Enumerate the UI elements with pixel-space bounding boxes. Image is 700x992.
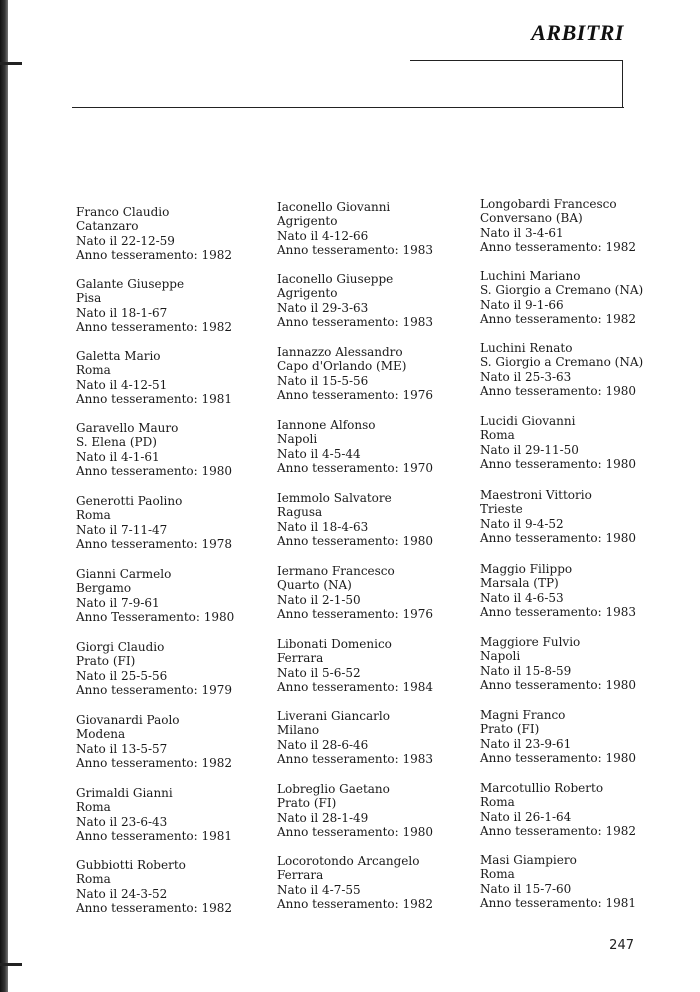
referee-registration-year: Anno tesseramento: 1983 — [277, 751, 434, 766]
referee-city: Capo d'Orlando (ME) — [277, 359, 407, 374]
referee-registration-year: Anno tesseramento: 1976 — [277, 606, 434, 621]
referee-entry — [76, 205, 276, 262]
referee-birth-date: Nato il 25-3-63 — [480, 369, 572, 384]
referee-registration-year: Anno tesseramento: 1982 — [76, 319, 233, 334]
referee-entry — [480, 562, 680, 619]
referee-birth-date: Nato il 4-7-55 — [277, 882, 361, 897]
referee-city: Catanzaro — [76, 219, 139, 234]
referee-entry — [76, 349, 276, 406]
referee-birth-date: Nato il 15-8-59 — [480, 663, 572, 678]
referee-city: Ferrara — [277, 868, 324, 883]
referee-birth-date: Nato il 2-1-50 — [277, 592, 361, 607]
referee-city: Bergamo — [76, 581, 132, 596]
referee-birth-date: Nato il 4-1-61 — [76, 449, 160, 464]
referee-city: Milano — [277, 723, 320, 738]
referee-name: Maggiore Fulvio — [480, 635, 581, 649]
referee-registration-year: Anno tesseramento: 1982 — [76, 755, 233, 770]
referee-city: Napoli — [480, 649, 521, 664]
referee-name: Iaconello Giuseppe — [277, 272, 394, 286]
referee-birth-date: Nato il 23-9-61 — [480, 736, 572, 751]
referee-city: Agrigento — [277, 286, 338, 301]
referee-name: Locorotondo Arcangelo — [277, 854, 420, 868]
referee-birth-date: Nato il 22-12-59 — [76, 233, 175, 248]
referee-birth-date: Nato il 15-7-60 — [480, 881, 572, 896]
referee-city: Conversano (BA) — [480, 211, 583, 226]
referee-registration-year: Anno tesseramento: 1981 — [76, 391, 233, 406]
referee-birth-date: Nato il 28-6-46 — [277, 737, 369, 752]
referee-entry — [76, 786, 276, 843]
referee-registration-year: Anno tesseramento: 1983 — [480, 604, 637, 619]
referee-registration-year: Anno tesseramento: 1983 — [277, 242, 434, 257]
referee-city: Roma — [76, 363, 111, 378]
referee-city: Quarto (NA) — [277, 578, 352, 593]
referee-name: Magni Franco — [480, 708, 566, 722]
referee-entry — [76, 713, 276, 770]
referee-city: Prato (FI) — [277, 796, 337, 811]
referee-entry — [277, 200, 477, 257]
referee-name: Franco Claudio — [76, 205, 170, 219]
referee-entry — [277, 709, 477, 766]
referee-birth-date: Nato il 13-5-57 — [76, 741, 168, 756]
referee-entry — [277, 418, 477, 475]
referee-entry — [76, 494, 276, 551]
referee-entry — [277, 345, 477, 402]
referee-name: Galetta Mario — [76, 349, 161, 363]
referee-birth-date: Nato il 3-4-61 — [480, 225, 564, 240]
referee-city: Ferrara — [277, 651, 324, 666]
referee-city: Modena — [76, 727, 126, 742]
referee-registration-year: Anno tesseramento: 1980 — [480, 530, 637, 545]
referee-city: Prato (FI) — [480, 722, 540, 737]
referee-entry — [76, 858, 276, 915]
referee-registration-year: Anno tesseramento: 1982 — [480, 311, 637, 326]
page-title: ARBITRI — [531, 20, 624, 45]
page-number: 247 — [609, 938, 634, 953]
referee-entry — [277, 782, 477, 839]
referee-city: Ragusa — [277, 505, 323, 520]
referee-birth-date: Nato il 18-4-63 — [277, 519, 369, 534]
referee-registration-year: Anno tesseramento: 1982 — [76, 900, 233, 915]
referee-birth-date: Nato il 28-1-49 — [277, 810, 369, 825]
referee-city: S. Elena (PD) — [76, 435, 157, 450]
referee-name: Iermano Francesco — [277, 564, 395, 578]
referee-registration-year: Anno tesseramento: 1980 — [277, 533, 434, 548]
referee-registration-year: Anno tesseramento: 1979 — [76, 682, 233, 697]
book-spine-edge — [0, 0, 8, 992]
referee-birth-date: Nato il 29-3-63 — [277, 300, 369, 315]
referee-birth-date: Nato il 29-11-50 — [480, 442, 579, 457]
referee-registration-year: Anno tesseramento: 1982 — [277, 896, 434, 911]
referee-name: Maestroni Vittorio — [480, 488, 592, 502]
referee-birth-date: Nato il 4-5-44 — [277, 446, 361, 461]
header-bracket-rule — [410, 60, 623, 107]
referee-name: Maggio Filippo — [480, 562, 573, 576]
referee-city: Prato (FI) — [76, 654, 136, 669]
referee-entry — [480, 414, 680, 471]
referee-entry — [76, 640, 276, 697]
referee-city: Marsala (TP) — [480, 576, 559, 591]
referee-birth-date: Nato il 4-12-51 — [76, 377, 168, 392]
referee-registration-year: Anno tesseramento: 1970 — [277, 460, 434, 475]
header-underline-rule — [72, 107, 624, 108]
referee-city: S. Giorgio a Cremano (NA) — [480, 283, 644, 298]
referee-registration-year: Anno tesseramento: 1980 — [277, 824, 434, 839]
spine-mark — [0, 963, 22, 966]
referee-entry — [480, 197, 680, 254]
referee-name: Gianni Carmelo — [76, 567, 172, 581]
referee-registration-year: Anno tesseramento: 1981 — [76, 828, 233, 843]
referee-name: Luchini Mariano — [480, 269, 581, 283]
referee-registration-year: Anno tesseramento: 1984 — [277, 679, 434, 694]
referee-entry — [277, 854, 477, 911]
referee-registration-year: Anno tesseramento: 1976 — [277, 387, 434, 402]
referee-name: Lucidi Giovanni — [480, 414, 576, 428]
referee-registration-year: Anno tesseramento: 1978 — [76, 536, 233, 551]
referee-registration-year: Anno tesseramento: 1982 — [480, 239, 637, 254]
referee-city: Roma — [480, 795, 515, 810]
referee-name: Longobardi Francesco — [480, 197, 617, 211]
referee-city: Pisa — [76, 291, 102, 306]
referee-entry — [277, 272, 477, 329]
referee-registration-year: Anno tesseramento: 1983 — [277, 314, 434, 329]
referee-name: Marcotullio Roberto — [480, 781, 604, 795]
referee-name: Iannone Alfonso — [277, 418, 376, 432]
referee-birth-date: Nato il 4-12-66 — [277, 228, 369, 243]
referee-entry — [277, 637, 477, 694]
referee-entry — [480, 708, 680, 765]
referee-registration-year: Anno tesseramento: 1980 — [76, 463, 233, 478]
referee-name: Lobreglio Gaetano — [277, 782, 390, 796]
spine-mark — [0, 62, 22, 65]
referee-name: Giovanardi Paolo — [76, 713, 180, 727]
referee-name: Masi Giampiero — [480, 853, 577, 867]
referee-birth-date: Nato il 7-11-47 — [76, 522, 168, 537]
referee-name: Iaconello Giovanni — [277, 200, 391, 214]
referee-name: Grimaldi Gianni — [76, 786, 173, 800]
referee-city: Roma — [480, 428, 515, 443]
referee-birth-date: Nato il 5-6-52 — [277, 665, 361, 680]
referee-registration-year: Anno tesseramento: 1980 — [480, 383, 637, 398]
referee-birth-date: Nato il 9-4-52 — [480, 516, 564, 531]
referee-entry — [76, 421, 276, 478]
referee-name: Liverani Giancarlo — [277, 709, 390, 723]
referee-city: Roma — [76, 872, 111, 887]
referee-city: Trieste — [480, 502, 523, 517]
referee-name: Galante Giuseppe — [76, 277, 185, 291]
referee-city: S. Giorgio a Cremano (NA) — [480, 355, 644, 370]
referee-name: Generotti Paolino — [76, 494, 183, 508]
referee-entry — [480, 488, 680, 545]
referee-birth-date: Nato il 18-1-67 — [76, 305, 168, 320]
referee-birth-date: Nato il 24-3-52 — [76, 886, 168, 901]
referee-city: Agrigento — [277, 214, 338, 229]
referee-name: Iannazzo Alessandro — [277, 345, 403, 359]
referee-entry — [480, 635, 680, 692]
referee-registration-year: Anno tesseramento: 1980 — [480, 677, 637, 692]
referee-birth-date: Nato il 4-6-53 — [480, 590, 564, 605]
referee-registration-year: Anno tesseramento: 1982 — [76, 247, 233, 262]
referee-name: Garavello Mauro — [76, 421, 179, 435]
referee-city: Roma — [76, 508, 111, 523]
referee-birth-date: Nato il 23-6-43 — [76, 814, 168, 829]
referee-entry — [277, 564, 477, 621]
referee-name: Gubbiotti Roberto — [76, 858, 186, 872]
referee-entry — [480, 341, 680, 398]
referee-birth-date: Nato il 25-5-56 — [76, 668, 168, 683]
referee-entry — [480, 853, 680, 910]
referee-birth-date: Nato il 26-1-64 — [480, 809, 572, 824]
referee-registration-year: Anno Tesseramento: 1980 — [76, 609, 235, 624]
referee-birth-date: Nato il 7-9-61 — [76, 595, 160, 610]
referee-entry — [277, 491, 477, 548]
referee-name: Luchini Renato — [480, 341, 573, 355]
referee-entry — [76, 277, 276, 334]
referee-birth-date: Nato il 9-1-66 — [480, 297, 564, 312]
referee-registration-year: Anno tesseramento: 1982 — [480, 823, 637, 838]
referee-birth-date: Nato il 15-5-56 — [277, 373, 369, 388]
referee-city: Roma — [480, 867, 515, 882]
referee-entry — [480, 269, 680, 326]
referee-entry — [480, 781, 680, 838]
referee-name: Iemmolo Salvatore — [277, 491, 392, 505]
referee-name: Giorgi Claudio — [76, 640, 165, 654]
referee-city: Roma — [76, 800, 111, 815]
referee-registration-year: Anno tesseramento: 1981 — [480, 895, 637, 910]
referee-registration-year: Anno tesseramento: 1980 — [480, 456, 637, 471]
referee-city: Napoli — [277, 432, 318, 447]
referee-name: Libonati Domenico — [277, 637, 392, 651]
referee-entry — [76, 567, 276, 624]
referee-registration-year: Anno tesseramento: 1980 — [480, 750, 637, 765]
